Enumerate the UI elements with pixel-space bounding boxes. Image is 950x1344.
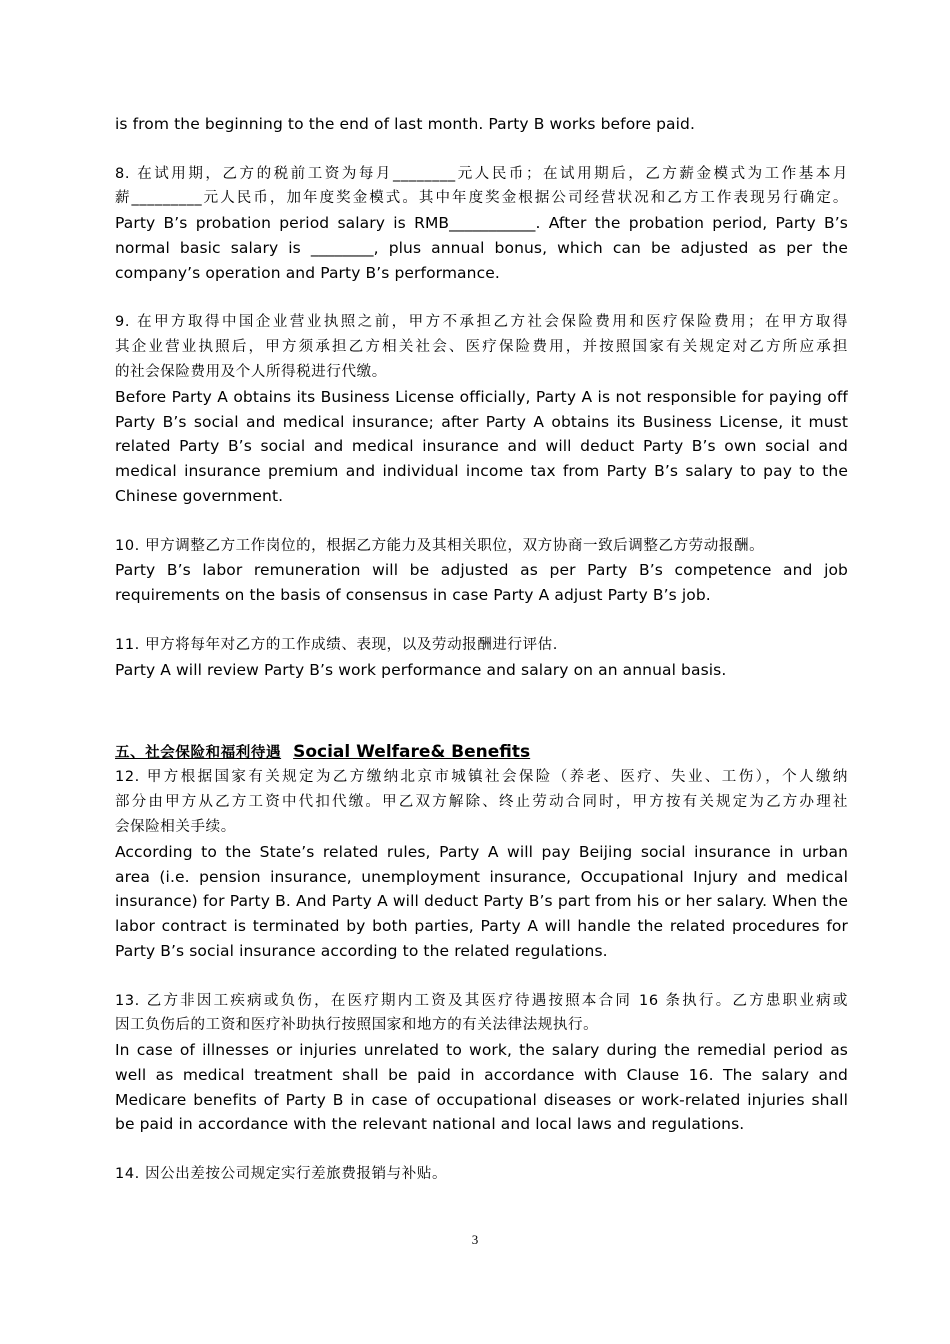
- text-line: insurance) for Party B. And Party A will deduct Party B’s part from his or her salary. When the: [115, 892, 848, 911]
- text-line: 因工负伤后的工资和医疗补助执行按照国家和地方的有关法律法规执行。: [115, 1017, 599, 1034]
- text-line: 9. 在甲方取得中国企业营业执照之前，甲方不承担乙方社会保险费用和医疗保险费用；在甲方取得: [115, 314, 848, 331]
- text-line: requirements on the basis of consensus in case Party A adjust Party B’s job.: [115, 586, 711, 605]
- text-line: company’s operation and Party B’s performance.: [115, 263, 500, 282]
- text-line: Medicare benefits of Party B in case of occupational diseases or work-related injuries shall: [115, 1090, 848, 1109]
- text-line: normal basic salary is ________, plus annual bonus, which can be adjusted as per the: [115, 238, 848, 257]
- clause-9: [115, 310, 848, 508]
- text-line: According to the State’s related rules, Party A will pay Beijing social insurance in urban: [115, 842, 848, 861]
- text-line: 薪_________元人民币，加年度奖金模式。其中年度奖金根据公司经营状况和乙方工作表现另行确定。: [115, 190, 848, 207]
- clause-8: [115, 162, 848, 286]
- text-line: area (i.e. pension insurance, unemployment insurance, Occupational Injury and medical: [115, 867, 848, 886]
- text-line: medical insurance premium and individual income tax from Party B’s salary to pay to the: [115, 462, 848, 481]
- text-line: 11. 甲方将每年对乙方的工作成绩、表现，以及劳动报酬进行评估.: [115, 636, 558, 653]
- text-line: 14. 因公出差按公司规定实行差旅费报销与补贴。: [115, 1166, 448, 1183]
- text-line: related Party B’s social and medical insurance and will deduct Party B’s own social and: [115, 437, 848, 456]
- text-line: is from the beginning to the end of last month. Party B works before paid.: [115, 115, 696, 133]
- page-number: 3: [471, 1232, 479, 1247]
- clause-14: [115, 1162, 848, 1187]
- paragraph-continuation: [115, 112, 848, 137]
- section-heading-en: Social Welfare& Benefits: [293, 742, 531, 763]
- text-line: well as medical treatment shall be paid in accordance with Clause 16. The salary and: [115, 1065, 848, 1084]
- text-line: Before Party A obtains its Business License officially, Party A is not responsible for paying off: [115, 387, 848, 406]
- text-line: 8. 在试用期，乙方的税前工资为每月________元人民币；在试用期后，乙方薪金模式为工作基本月: [115, 165, 848, 182]
- text-line: 部分由甲方从乙方工资中代扣代缴。甲乙双方解除、终止劳动合同时，甲方按有关规定为乙方办理社: [115, 794, 848, 811]
- text-line: Party B’s labor remuneration will be adjusted as per Party B’s competence and job: [115, 561, 848, 580]
- text-line: Party B’s social insurance according to the related regulations.: [115, 941, 608, 960]
- text-line: labor contract is terminated by both parties, Party A will handle the related procedures for: [115, 917, 848, 936]
- text-line: 会保险相关手续。: [115, 818, 236, 835]
- section-heading-cn: 五、社会保险和福利待遇: [115, 745, 282, 762]
- clause-11: [115, 633, 848, 683]
- text-line: Chinese government.: [115, 486, 284, 505]
- text-line: 10. 甲方调整乙方工作岗位的，根据乙方能力及其相关职位，双方协商一致后调整乙方劳动报酬。: [115, 537, 765, 554]
- text-line: Party B’s probation period salary is RMB___________. After the probation period, Party B’s: [115, 214, 848, 233]
- text-line: 12. 甲方根据国家有关规定为乙方缴纳北京市城镇社会保险（养老、医疗、失业、工伤），个人缴纳: [115, 769, 848, 786]
- text-line: In case of illnesses or injuries unrelated to work, the salary during the remedial period as: [115, 1041, 848, 1060]
- text-line: Party A will review Party B’s work performance and salary on an annual basis.: [115, 660, 727, 679]
- section-heading: [115, 739, 848, 765]
- text-line: 13. 乙方非因工疾病或负伤，在医疗期内工资及其医疗待遇按照本合同 16 条执行。乙方患职业病或: [115, 992, 848, 1009]
- text-line: 其企业营业执照后，甲方须承担乙方相关社会、医疗保险费用，并按照国家有关规定对乙方所应承担: [115, 339, 848, 356]
- clause-13: [115, 989, 848, 1138]
- page-content: [115, 112, 848, 1187]
- text-line: Party B’s social and medical insurance; after Party A obtains its Business License, it must: [115, 412, 848, 431]
- clause-10: [115, 534, 848, 608]
- text-line: 的社会保险费用及个人所得税进行代缴。: [115, 363, 387, 380]
- clause-12: [115, 765, 848, 963]
- text-line: be paid in accordance with the relevant national and local laws and regulations.: [115, 1115, 745, 1134]
